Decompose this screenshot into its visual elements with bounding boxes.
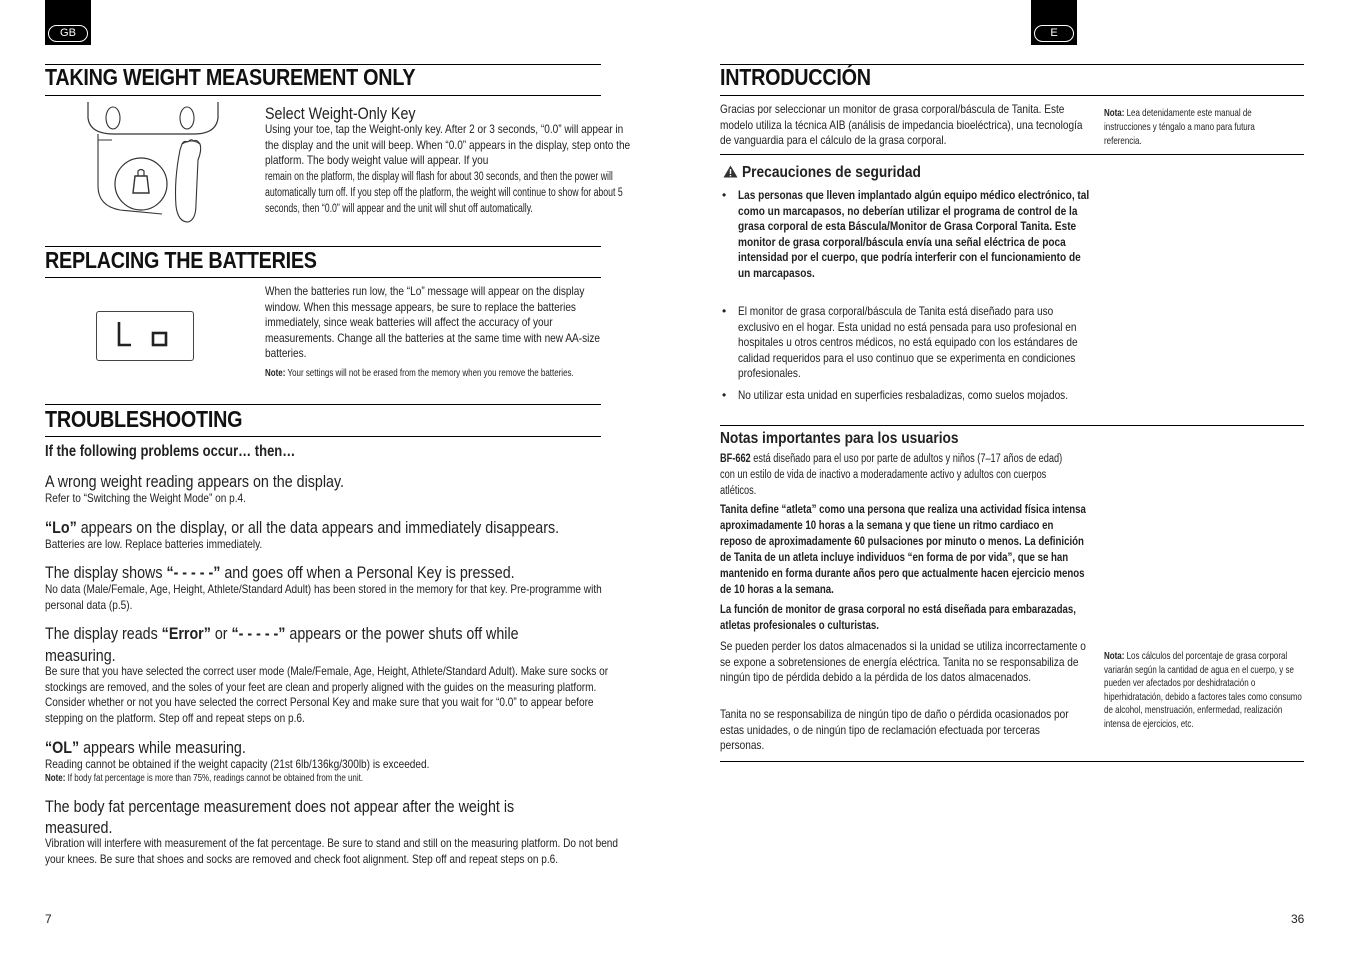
lo-display-illustration xyxy=(96,311,194,361)
intro-note-label: Nota: xyxy=(1104,107,1125,119)
bullet-dot: • xyxy=(722,304,727,318)
batteries-note-label: Note: xyxy=(265,367,286,379)
page-number-right: 36 xyxy=(1291,912,1305,926)
safety-bullet-2 xyxy=(722,304,1162,382)
troubleshooting-intro: If the following problems occur… then… xyxy=(45,443,296,460)
section-title-troubleshooting: TROUBLESHOOTING xyxy=(45,406,243,432)
scale-foot-illustration xyxy=(84,100,224,225)
problem-6-solution: Vibration will interfere with measurement of the fat percentage. Be sure to stand and still on the measuring platform. Do not bend your knees. Be sure that shoes and socks are removed and check foot alignment. Step off and repeat steps on p.6. xyxy=(45,836,619,866)
section-title-introduccion: INTRODUCCIÓN xyxy=(720,64,871,90)
batteries-paragraph: When the batteries run low, the “Lo” message will appear on the display window. When this message appears, be sure to replace the batteries immediately, since weak batteries will affect the accuracy of your measurements. Change all the batteries at the same time with new AA-size batteries. xyxy=(265,284,601,361)
problem-5-solution: Reading cannot be obtained if the weight capacity (21st 6lb/136kg/300lb) is exceeded. xyxy=(45,757,430,771)
notes-side-note-text: Los cálculos del porcentaje de grasa corporal variarán según la cantidad de agua en el cuerpo, y se pueden ver afectados por deshidratación o hiperhidratación, debido a factores tales como consumo de alcohol, menstruación, enfermedad, realización intensa de ejercicios, etc. xyxy=(1104,650,1302,730)
problem-2-solution: Batteries are low. Replace batteries immediately. xyxy=(45,537,263,551)
problem-4-heading-bold-1: “Error” xyxy=(161,624,211,643)
divider xyxy=(720,761,1304,762)
problem-1-solution: Refer to “Switching the Weight Mode” on p.4. xyxy=(45,491,246,505)
problem-2-heading-text: appears on the display, or all the data appears and immediately disappears. xyxy=(76,518,560,537)
notes-paragraph-1-text: está diseñado para el uso por parte de adultos y niños (7–17 años de edad) con un estilo de vida de inactivo a moderadamente activo y adultos con cuerpos atléticos. xyxy=(720,453,1063,497)
intro-paragraph: Gracias por seleccionar un monitor de grasa corporal/báscula de Tanita. Este modelo utiliza la técnica AIB (análisis de impedancia bioeléctrica), una tecnología de vanguardia para el cálculo de la grasa corporal. xyxy=(720,102,1083,148)
problem-4-heading-a: The display reads xyxy=(45,624,162,643)
safety-bullet-3 xyxy=(722,388,1162,404)
page-number-left: 7 xyxy=(45,912,52,926)
bullet-dot: • xyxy=(722,388,727,402)
problem-5-heading-text: appears while measuring. xyxy=(79,738,246,757)
safety-heading xyxy=(723,164,951,182)
problem-3-heading-a: The display shows xyxy=(45,563,167,582)
section-title-weight-only: TAKING WEIGHT MEASUREMENT ONLY xyxy=(45,64,416,90)
problem-2-heading-bold: “Lo” xyxy=(45,518,77,537)
batteries-note xyxy=(265,366,630,380)
problem-5-heading-bold: “OL” xyxy=(45,738,80,757)
intro-note xyxy=(1104,106,1294,148)
divider xyxy=(720,154,1304,155)
notes-paragraph-2: Tanita define “atleta” como una persona que realiza una actividad física intensa aproximadamente 10 horas a la semana y que tiene un ritmo cardiaco en reposo de aproximadamente 60 pulsaciones por minuto o menos. La definición de Tanita de un atleta incluye individuos “en forma de por vida”, que se han mantenido en forma durante años pero que actualmente hacen ejercicio menos de 10 horas a la semana. xyxy=(720,504,1086,596)
section-rule-bottom xyxy=(45,95,601,96)
problem-4-heading-continued: measuring. xyxy=(45,646,116,665)
problem-4-heading xyxy=(45,624,519,643)
notes-paragraph-4: Se pueden perder los datos almacenados si la unidad se utiliza incorrectamente o se expone a sobretensiones de energía eléctrica. Tanita no se responsabiliza de ningún tipo de pérdida debido a la pérdida de los datos almacenados. xyxy=(720,639,1086,685)
section-rule-bottom xyxy=(720,95,1304,96)
weight-only-key-subtitle: Select Weight-Only Key xyxy=(265,104,416,123)
problem-2-heading xyxy=(45,518,559,537)
language-tab-label: E xyxy=(1034,25,1074,42)
notes-side-note-label: Nota: xyxy=(1104,650,1125,662)
warning-icon xyxy=(723,165,738,178)
weight-only-paragraph-a: Using your toe, tap the Weight-only key. After 2 or 3 seconds, “0.0” will appear in the display and the unit will beep. When “0.0” appears in the display, step onto the platform. The body weight value will appear. If you xyxy=(265,122,631,168)
section-title-batteries: REPLACING THE BATTERIES xyxy=(45,247,317,273)
problem-5-note-text: If body fat percentage is more than 75%, readings cannot be obtained from the unit. xyxy=(65,772,364,784)
safety-bullet-1-text: Las personas que lleven implantado algún equipo médico electrónico, tal como un marcapasos, no deberían utilizar el programa de control de la grasa corporal de esta Báscula/Monitor de Grasa Corporal Tanita. Este monitor de grasa corporal/báscula envía una señal eléctrica de poca intensidad por el cuerpo, que podría interferir con el funcionamiento de un marcapasos. xyxy=(738,188,1090,280)
notes-paragraph-3: La función de monitor de grasa corporal no está diseñada para embarazadas, atletas profesionales o culturistas. xyxy=(720,604,1076,632)
notes-paragraph-1 xyxy=(720,451,1072,499)
language-tab-label: GB xyxy=(48,25,88,42)
problem-5-note xyxy=(45,771,363,785)
problem-3-solution: No data (Male/Female, Age, Height, Athlete/Standard Adult) has been stored in the memory for that key. Pre-programme with personal data (p.5). xyxy=(45,582,602,612)
divider xyxy=(720,425,1304,426)
safety-bullet-3-text: No utilizar esta unidad en superficies resbaladizas, como suelos mojados. xyxy=(738,388,1069,402)
problem-4-solution: Be sure that you have selected the correct user mode (Male/Female, Age, Height, Athlete/Standard Adult). Make sure socks or stockings are removed, and the soles of your feet are clean and properly aligned with the guides on the measuring platform. Consider whether or not you have selected the correct Personal Key and make sure that you wait for “0.0” to appear before stepping on the platform. Step off and repeat steps on p.6. xyxy=(45,664,609,725)
problem-3-heading-b: and goes off when a Personal Key is pressed. xyxy=(220,563,515,582)
notes-heading: Notas importantes para los usuarios xyxy=(720,430,959,447)
problem-6-heading: The body fat percentage measurement does not appear after the weight is measured. xyxy=(45,797,515,837)
problem-4-heading-bold-2: “- - - - -” xyxy=(231,624,286,643)
safety-bullet-1 xyxy=(722,188,1162,282)
notes-side-note xyxy=(1104,650,1303,732)
problem-3-heading xyxy=(45,563,515,582)
intro-note-text: Lea detenidamente este manual de instrucciones y téngalo a mano para futura referencia. xyxy=(1104,107,1255,147)
problem-5-heading xyxy=(45,738,246,757)
safety-heading-text: Precauciones de seguridad xyxy=(742,164,922,181)
section-rule-top xyxy=(45,404,601,405)
lo-display-glyph xyxy=(97,312,193,360)
problem-5-note-label: Note: xyxy=(45,772,66,784)
section-rule-bottom xyxy=(45,277,601,278)
safety-bullet-2-text: El monitor de grasa corporal/báscula de Tanita está diseñado para uso exclusivo en el hogar. Esta unidad no está pensada para uso profesional en hospitales u otros centros médicos, no está equipado con los estándares de calidad requeridos para el uso continuo que se experimenta en condiciones profesionales. xyxy=(738,304,1078,381)
bullet-dot: • xyxy=(722,188,727,202)
language-tab-e xyxy=(1031,0,1077,45)
batteries-note-text: Your settings will not be erased from the memory when you remove the batteries. xyxy=(285,367,574,379)
notes-paragraph-5: Tanita no se responsabiliza de ningún tipo de daño o pérdida ocasionados por estas unidades, o de ningún tipo de reclamación efectuada por terceras personas. xyxy=(720,707,1069,753)
section-rule-bottom xyxy=(45,436,601,437)
weight-only-paragraph-b: remain on the platform, the display will flash for about 30 seconds, and then the power will automatically turn off. If you step off the platform, the weight will continue to show for about 5 seconds, then “0.0” will appear and the unit will shut off automatically. xyxy=(265,171,623,215)
problem-4-heading-b: or xyxy=(210,624,232,643)
notes-model: BF-662 xyxy=(720,453,751,465)
language-tab-gb xyxy=(45,0,91,45)
problem-4-heading-c: appears or the power shuts off while xyxy=(285,624,519,643)
problem-1-heading: A wrong weight reading appears on the display. xyxy=(45,472,345,491)
problem-3-heading-bold: “- - - - -” xyxy=(166,563,221,582)
